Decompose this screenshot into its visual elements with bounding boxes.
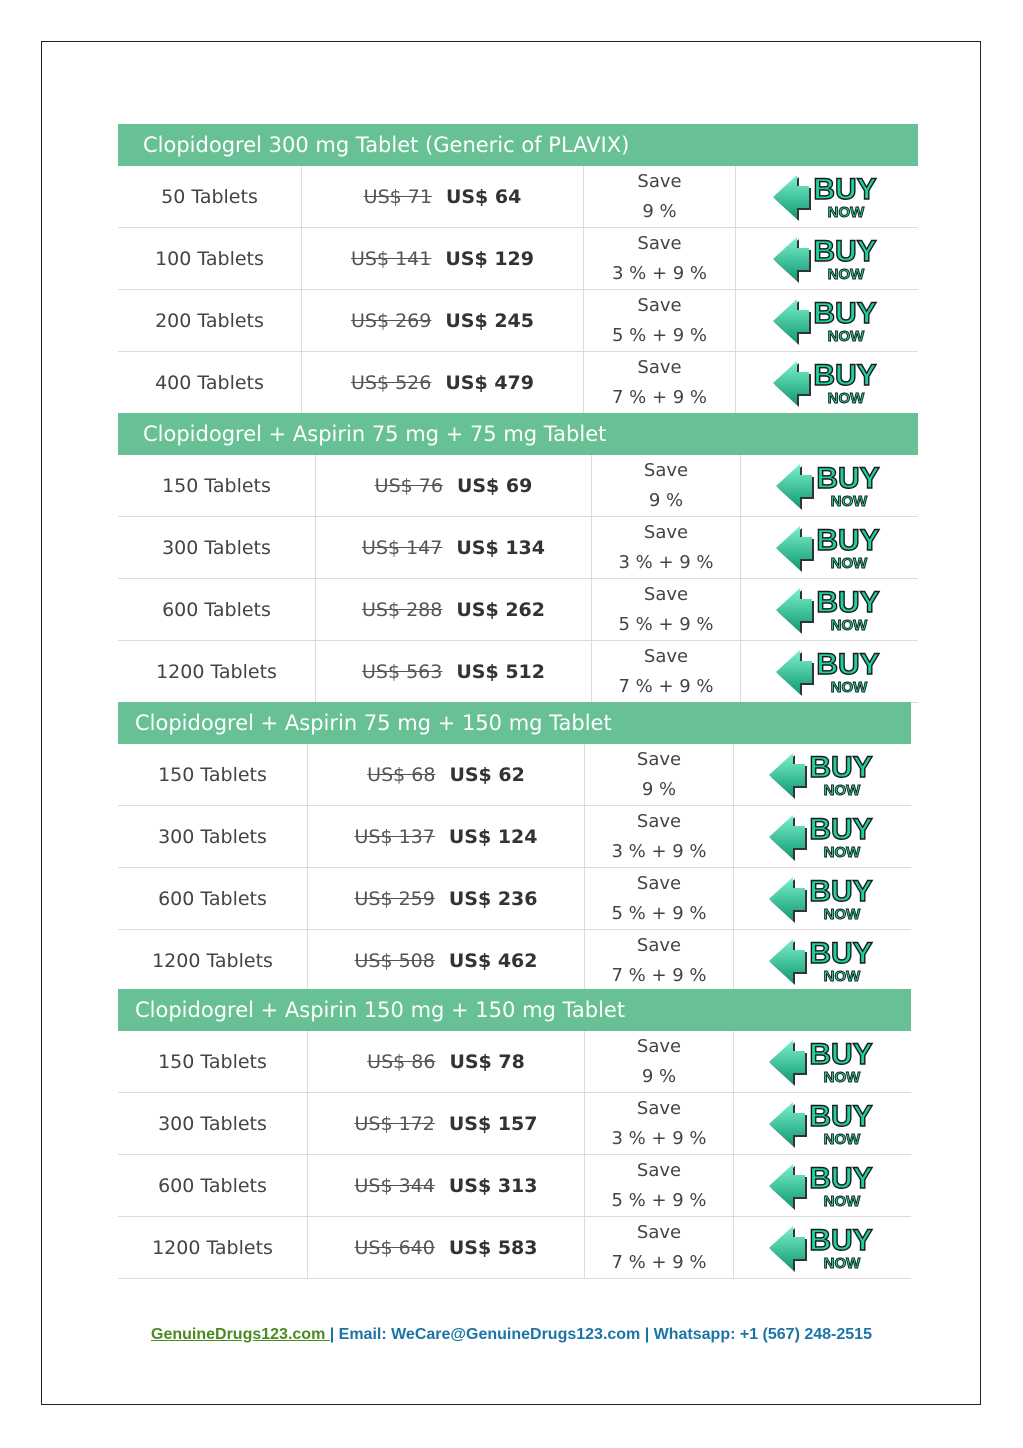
savings-cell bbox=[585, 1093, 734, 1154]
site-link[interactable]: GenuineDrugs123.com bbox=[151, 1326, 330, 1343]
buy-now-button[interactable] bbox=[741, 579, 918, 640]
table-row bbox=[118, 1093, 911, 1155]
discount-price: US$ 512 bbox=[456, 660, 545, 683]
save-label: Save bbox=[636, 1097, 682, 1119]
save-value: 9 % bbox=[641, 1065, 677, 1087]
save-label: Save bbox=[636, 934, 682, 956]
discount-price: US$ 262 bbox=[456, 598, 545, 621]
price-cell bbox=[316, 517, 592, 578]
table-row bbox=[118, 290, 918, 352]
quantity: 300 Tablets bbox=[162, 536, 271, 559]
quantity: 150 Tablets bbox=[162, 474, 271, 497]
now-text: NOW bbox=[830, 616, 867, 634]
table-row bbox=[118, 166, 918, 228]
buy-now-icon bbox=[767, 750, 879, 800]
price-cell bbox=[316, 641, 592, 702]
quantity-cell bbox=[118, 1155, 308, 1216]
quantity-cell bbox=[118, 290, 302, 351]
savings-cell bbox=[592, 641, 741, 702]
save-label: Save bbox=[636, 1159, 682, 1181]
now-text: NOW bbox=[823, 967, 860, 985]
table-row bbox=[118, 228, 918, 290]
buy-now-icon bbox=[771, 234, 883, 284]
quantity: 50 Tablets bbox=[161, 185, 258, 208]
save-value: 5 % + 9 % bbox=[611, 324, 708, 346]
quantity-cell bbox=[118, 744, 308, 805]
buy-now-icon bbox=[774, 585, 886, 635]
now-text: NOW bbox=[830, 678, 867, 696]
table-row bbox=[118, 806, 911, 868]
original-price: US$ 259 bbox=[354, 887, 435, 910]
savings-cell bbox=[592, 579, 741, 640]
now-text: NOW bbox=[823, 843, 860, 861]
original-price: US$ 526 bbox=[351, 371, 432, 394]
buy-text: BUY bbox=[808, 1161, 873, 1195]
buy-now-button[interactable] bbox=[734, 806, 911, 867]
buy-now-button[interactable] bbox=[734, 930, 911, 991]
now-text: NOW bbox=[827, 265, 865, 283]
buy-text: BUY bbox=[815, 585, 880, 619]
save-value: 7 % + 9 % bbox=[618, 675, 714, 697]
buy-now-icon bbox=[767, 812, 879, 862]
quantity-cell bbox=[118, 930, 308, 991]
buy-now-icon bbox=[767, 1161, 879, 1211]
save-value: 9 % bbox=[641, 778, 677, 800]
price-cell bbox=[308, 806, 585, 867]
buy-now-button[interactable] bbox=[734, 744, 911, 805]
quantity: 150 Tablets bbox=[158, 763, 267, 786]
save-value: 3 % + 9 % bbox=[618, 551, 714, 573]
quantity-cell bbox=[118, 352, 302, 413]
discount-price: US$ 78 bbox=[449, 1050, 525, 1073]
buy-now-button[interactable] bbox=[734, 1155, 911, 1216]
savings-cell bbox=[585, 1217, 734, 1278]
save-value: 5 % + 9 % bbox=[611, 902, 707, 924]
quantity: 300 Tablets bbox=[158, 825, 267, 848]
price-cell bbox=[308, 930, 585, 991]
quantity-cell bbox=[118, 228, 302, 289]
section-title: Clopidogrel 300 mg Tablet (Generic of PLAVIX) bbox=[118, 124, 918, 166]
buy-now-icon bbox=[767, 1037, 879, 1087]
table-row bbox=[118, 868, 911, 930]
save-value: 9 % bbox=[642, 200, 677, 222]
save-label: Save bbox=[636, 872, 682, 894]
save-value: 5 % + 9 % bbox=[611, 1189, 707, 1211]
buy-now-button[interactable] bbox=[736, 228, 918, 289]
savings-cell bbox=[585, 744, 734, 805]
save-value: 7 % + 9 % bbox=[611, 1251, 707, 1273]
table-row bbox=[118, 641, 918, 703]
original-price: US$ 563 bbox=[362, 660, 443, 683]
buy-text: BUY bbox=[808, 874, 873, 908]
original-price: US$ 640 bbox=[354, 1236, 435, 1259]
now-text: NOW bbox=[823, 781, 860, 799]
quantity: 400 Tablets bbox=[155, 371, 264, 394]
quantity-cell bbox=[118, 1031, 308, 1092]
quantity: 150 Tablets bbox=[158, 1050, 267, 1073]
quantity: 200 Tablets bbox=[155, 309, 264, 332]
buy-now-icon bbox=[767, 874, 879, 924]
save-label: Save bbox=[636, 810, 682, 832]
quantity-cell bbox=[118, 455, 316, 516]
buy-text: BUY bbox=[813, 358, 877, 392]
now-text: NOW bbox=[823, 905, 860, 923]
buy-now-button[interactable] bbox=[734, 1093, 911, 1154]
price-cell bbox=[302, 166, 584, 227]
discount-price: US$ 124 bbox=[448, 825, 538, 848]
discount-price: US$ 236 bbox=[448, 887, 538, 910]
buy-text: BUY bbox=[808, 1037, 873, 1071]
save-label: Save bbox=[643, 583, 689, 605]
buy-text: BUY bbox=[815, 647, 880, 681]
price-cell bbox=[308, 1217, 585, 1278]
save-value: 5 % + 9 % bbox=[618, 613, 714, 635]
table-row bbox=[118, 517, 918, 579]
price-cell bbox=[308, 868, 585, 929]
contact-info: | Email: WeCare@GenuineDrugs123.com | Whatsapp: +1 (567) 248-2515 bbox=[329, 1326, 872, 1343]
discount-price: US$ 69 bbox=[456, 474, 533, 497]
original-price: US$ 76 bbox=[374, 474, 443, 497]
now-text: NOW bbox=[823, 1192, 860, 1210]
quantity-cell bbox=[118, 579, 316, 640]
save-value: 3 % + 9 % bbox=[611, 1127, 707, 1149]
discount-price: US$ 462 bbox=[448, 949, 538, 972]
buy-now-icon bbox=[774, 523, 886, 573]
savings-cell bbox=[592, 517, 741, 578]
buy-text: BUY bbox=[815, 461, 880, 495]
buy-now-icon bbox=[767, 936, 879, 986]
table-row bbox=[118, 1217, 911, 1279]
buy-text: BUY bbox=[808, 750, 873, 784]
buy-now-icon bbox=[774, 461, 886, 511]
price-cell bbox=[308, 1093, 585, 1154]
product-section bbox=[118, 124, 918, 414]
buy-now-button[interactable] bbox=[734, 1031, 911, 1092]
quantity-cell bbox=[118, 1217, 308, 1278]
original-price: US$ 172 bbox=[354, 1112, 435, 1135]
buy-now-button[interactable] bbox=[736, 290, 918, 351]
save-label: Save bbox=[636, 1035, 682, 1057]
discount-price: US$ 134 bbox=[456, 536, 545, 559]
now-text: NOW bbox=[830, 554, 867, 572]
table-row bbox=[118, 1155, 911, 1217]
now-text: NOW bbox=[823, 1068, 860, 1086]
price-cell bbox=[308, 1031, 585, 1092]
discount-price: US$ 129 bbox=[445, 247, 534, 270]
table-row bbox=[118, 455, 918, 517]
discount-price: US$ 62 bbox=[449, 763, 525, 786]
quantity: 600 Tablets bbox=[158, 1174, 267, 1197]
buy-text: BUY bbox=[808, 936, 873, 970]
table-row bbox=[118, 579, 918, 641]
save-label: Save bbox=[637, 232, 682, 254]
original-price: US$ 86 bbox=[367, 1050, 436, 1073]
buy-now-button[interactable] bbox=[734, 1217, 911, 1278]
table-row bbox=[118, 1031, 911, 1093]
savings-cell bbox=[584, 228, 736, 289]
original-price: US$ 508 bbox=[354, 949, 435, 972]
price-cell bbox=[316, 455, 592, 516]
section-title: Clopidogrel + Aspirin 75 mg + 150 mg Tablet bbox=[118, 702, 911, 744]
buy-text: BUY bbox=[808, 1099, 873, 1133]
buy-text: BUY bbox=[813, 296, 877, 330]
buy-text: BUY bbox=[808, 812, 873, 846]
now-text: NOW bbox=[823, 1254, 860, 1272]
discount-price: US$ 64 bbox=[445, 185, 522, 208]
quantity: 600 Tablets bbox=[162, 598, 271, 621]
quantity: 1200 Tablets bbox=[152, 949, 273, 972]
quantity-cell bbox=[118, 166, 302, 227]
buy-now-icon bbox=[774, 647, 886, 697]
original-price: US$ 288 bbox=[362, 598, 443, 621]
section-title: Clopidogrel + Aspirin 150 mg + 150 mg Tablet bbox=[118, 989, 911, 1031]
quantity-cell bbox=[118, 868, 308, 929]
quantity: 1200 Tablets bbox=[152, 1236, 273, 1259]
quantity-cell bbox=[118, 517, 316, 578]
price-cell bbox=[308, 1155, 585, 1216]
savings-cell bbox=[584, 166, 736, 227]
save-value: 9 % bbox=[648, 489, 684, 511]
save-value: 7 % + 9 % bbox=[611, 386, 708, 408]
original-price: US$ 269 bbox=[351, 309, 432, 332]
quantity: 100 Tablets bbox=[155, 247, 264, 270]
price-cell bbox=[308, 744, 585, 805]
original-price: US$ 137 bbox=[354, 825, 435, 848]
save-label: Save bbox=[643, 645, 689, 667]
quantity: 1200 Tablets bbox=[156, 660, 277, 683]
quantity-cell bbox=[118, 641, 316, 702]
save-label: Save bbox=[643, 521, 689, 543]
buy-text: BUY bbox=[808, 1223, 873, 1257]
buy-now-button[interactable] bbox=[736, 166, 918, 227]
price-cell bbox=[316, 579, 592, 640]
original-price: US$ 68 bbox=[367, 763, 436, 786]
table-row bbox=[118, 930, 911, 992]
buy-now-button[interactable] bbox=[741, 641, 918, 702]
price-cell bbox=[302, 228, 584, 289]
save-value: 3 % + 9 % bbox=[611, 262, 708, 284]
savings-cell bbox=[585, 1031, 734, 1092]
now-text: NOW bbox=[827, 203, 865, 221]
save-label: Save bbox=[643, 459, 689, 481]
savings-cell bbox=[592, 455, 741, 516]
buy-now-button[interactable] bbox=[736, 352, 918, 413]
buy-now-button[interactable] bbox=[734, 868, 911, 929]
buy-now-icon bbox=[767, 1099, 879, 1149]
buy-now-icon bbox=[771, 296, 883, 346]
buy-text: BUY bbox=[815, 523, 880, 557]
table-row bbox=[118, 744, 911, 806]
product-section bbox=[118, 989, 911, 1279]
save-label: Save bbox=[637, 294, 682, 316]
original-price: US$ 147 bbox=[362, 536, 443, 559]
savings-cell bbox=[585, 868, 734, 929]
savings-cell bbox=[584, 352, 736, 413]
savings-cell bbox=[585, 930, 734, 991]
now-text: NOW bbox=[830, 492, 867, 510]
original-price: US$ 141 bbox=[351, 247, 432, 270]
save-value: 7 % + 9 % bbox=[611, 964, 707, 986]
buy-now-button[interactable] bbox=[741, 455, 918, 516]
now-text: NOW bbox=[823, 1130, 860, 1148]
save-value: 3 % + 9 % bbox=[611, 840, 707, 862]
discount-price: US$ 245 bbox=[445, 309, 534, 332]
price-cell bbox=[302, 290, 584, 351]
now-text: NOW bbox=[827, 327, 865, 345]
buy-now-button[interactable] bbox=[741, 517, 918, 578]
save-label: Save bbox=[637, 170, 682, 192]
save-label: Save bbox=[636, 1221, 682, 1243]
original-price: US$ 344 bbox=[354, 1174, 435, 1197]
footer bbox=[0, 1326, 1023, 1344]
buy-text: BUY bbox=[813, 172, 877, 206]
quantity: 600 Tablets bbox=[158, 887, 267, 910]
savings-cell bbox=[585, 806, 734, 867]
discount-price: US$ 313 bbox=[448, 1174, 538, 1197]
buy-text: BUY bbox=[813, 234, 877, 268]
buy-now-icon bbox=[771, 358, 883, 408]
quantity-cell bbox=[118, 806, 308, 867]
discount-price: US$ 157 bbox=[448, 1112, 538, 1135]
buy-now-icon bbox=[771, 172, 883, 222]
product-section bbox=[118, 413, 918, 703]
product-section bbox=[118, 702, 911, 992]
section-title: Clopidogrel + Aspirin 75 mg + 75 mg Tablet bbox=[118, 413, 918, 455]
discount-price: US$ 479 bbox=[445, 371, 534, 394]
quantity-cell bbox=[118, 1093, 308, 1154]
save-label: Save bbox=[636, 748, 682, 770]
price-cell bbox=[302, 352, 584, 413]
discount-price: US$ 583 bbox=[448, 1236, 538, 1259]
now-text: NOW bbox=[827, 389, 865, 407]
table-row bbox=[118, 352, 918, 414]
original-price: US$ 71 bbox=[363, 185, 432, 208]
savings-cell bbox=[585, 1155, 734, 1216]
quantity: 300 Tablets bbox=[158, 1112, 267, 1135]
save-label: Save bbox=[637, 356, 682, 378]
buy-now-icon bbox=[767, 1223, 879, 1273]
savings-cell bbox=[584, 290, 736, 351]
